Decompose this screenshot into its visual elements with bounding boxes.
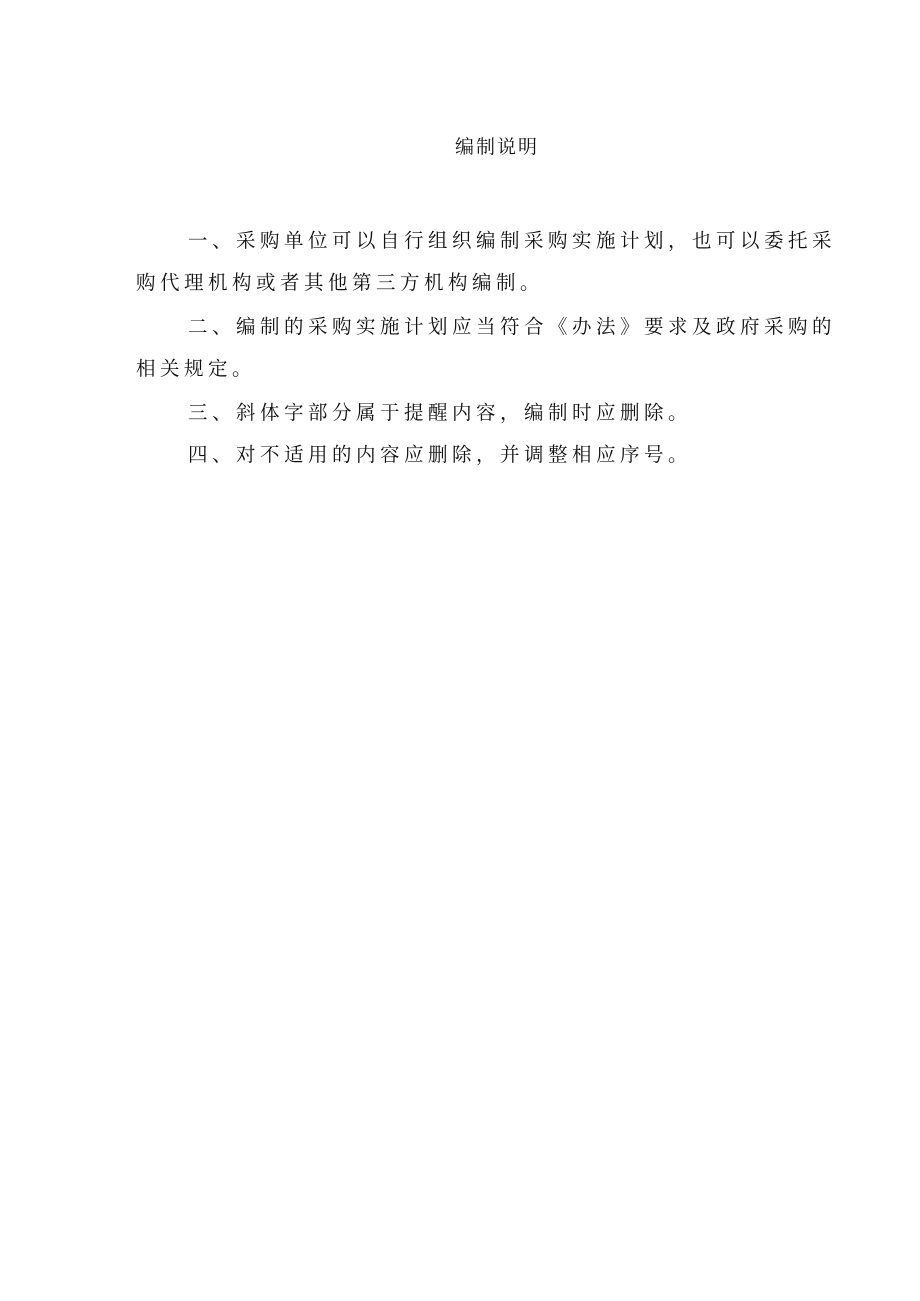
document-title: 编制说明 [454, 136, 539, 158]
paragraph-2: 二、编制的采购实施计划应当符合《办法》要求及政府采购的相关规定。 [136, 315, 837, 380]
paragraph-1: 一、采购单位可以自行组织编制采购实施计划，也可以委托采购代理机构或者其他第三方机构编制。 [136, 229, 837, 294]
document-body [136, 220, 858, 476]
paragraph-4: 四、对不适用的内容应删除，并调整相应序号。 [188, 443, 693, 466]
paragraph-3: 三、斜体字部分属于提醒内容，编制时应删除。 [188, 401, 693, 424]
